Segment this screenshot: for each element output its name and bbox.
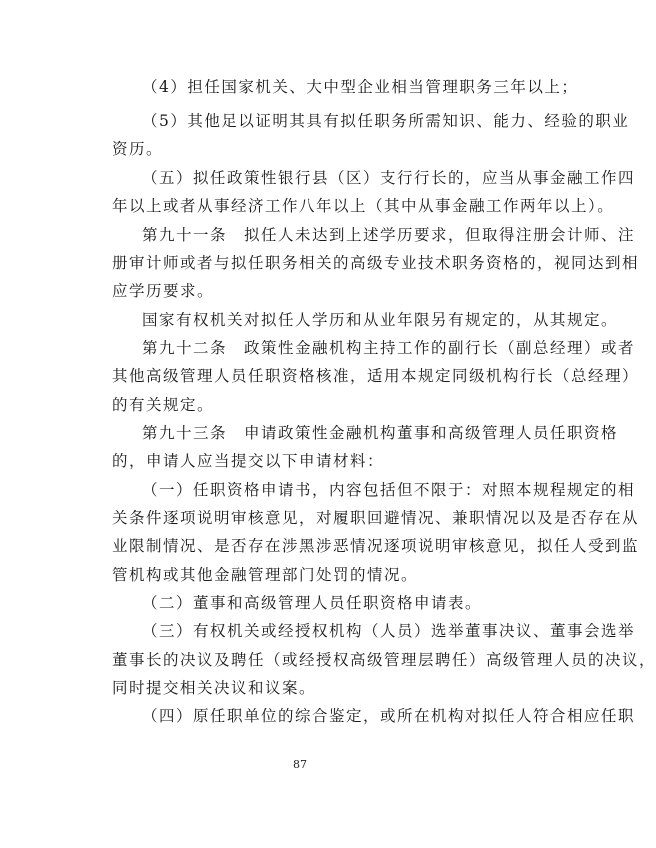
text-line: 册审计师或者与拟任职务相关的高级专业技术职务资格的，视同达到相 — [112, 254, 640, 272]
text-line: 年以上或者从事经济工作八年以上（其中从事金融工作两年以上）。 — [112, 197, 615, 215]
text-line: （4）担任国家机关、大中型企业相当管理职务三年以上； — [142, 78, 579, 96]
text-line: 同时提交相关决议和议案。 — [112, 679, 317, 697]
text-line: （一）任职资格申请书，内容包括但不限于：对照本规程规定的相 — [142, 481, 636, 499]
text-line: （三）有权机关或经授权机构（人员）选举董事决议、董事会选举 — [142, 622, 636, 640]
text-line: 应学历要求。 — [112, 282, 215, 300]
text-line: 业限制情况、是否存在涉黑涉恶情况逐项说明审核意见，拟任人受到监 — [112, 537, 640, 555]
text-line: （5）其他足以证明其具有拟任职务所需知识、能力、经验的职业 — [142, 112, 630, 130]
text-line: 第九十一条 拟任人未达到上述学历要求，但取得注册会计师、注 — [142, 226, 636, 244]
text-line: 的，申请人应当提交以下申请材料： — [112, 452, 385, 470]
text-line: 的有关规定。 — [112, 396, 215, 414]
text-line: 第九十二条 政策性金融机构主持工作的副行长（副总经理）或者 — [142, 339, 636, 357]
text-line: 董事长的决议及聘任（或经授权高级管理层聘任）高级管理人员的决议， — [112, 651, 656, 669]
text-line: 管机构或其他金融管理部门处罚的情况。 — [112, 566, 419, 584]
text-line: 第九十三条 申请政策性金融机构董事和高级管理人员任职资格 — [142, 424, 619, 442]
text-line: （二）董事和高级管理人员任职资格申请表。 — [142, 594, 483, 612]
text-line: 国家有权机关对拟任人学历和从业年限另有规定的，从其规定。 — [142, 311, 619, 329]
text-line: 资历。 — [112, 140, 164, 158]
text-line: （五）拟任政策性银行县（区）支行行长的，应当从事金融工作四 — [142, 169, 636, 187]
text-line: 其他高级管理人员任职资格核准，适用本规定同级机构行长（总经理） — [112, 367, 640, 385]
page-number: 87 — [293, 758, 307, 771]
text-line: （四）原任职单位的综合鉴定，或所在机构对拟任人符合相应任职 — [142, 707, 636, 725]
text-line: 关条件逐项说明审核意见，对履职回避情况、兼职情况以及是否存在从 — [112, 509, 640, 527]
